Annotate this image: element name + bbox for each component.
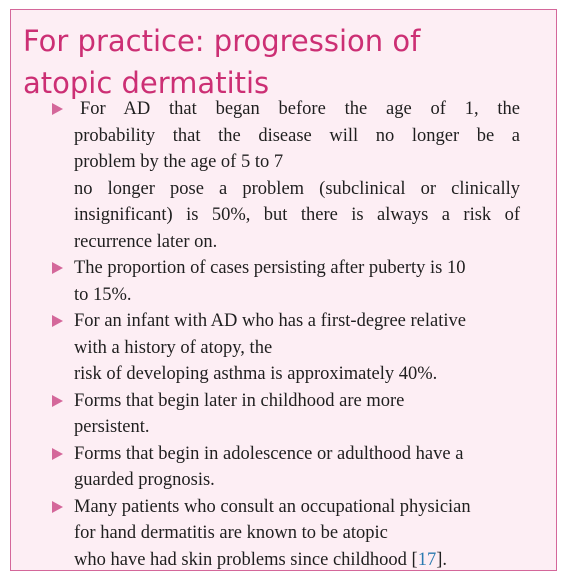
item-line: problem by the age of 5 to 7 xyxy=(74,152,284,172)
item-line: recurrence later on. xyxy=(74,231,218,252)
triangle-bullet-icon xyxy=(52,262,63,274)
item-line: Forms that begin in adolescence or adulthood have a xyxy=(74,443,464,464)
item-line: no longer pose a problem (subclinical or clinically xyxy=(74,178,520,199)
triangle-bullet-icon xyxy=(52,448,63,460)
item-line: For AD that began before the age of 1, the xyxy=(80,99,520,119)
title-line-1: For practice: progression of xyxy=(23,24,421,58)
item-line: The proportion of cases persisting after puberty is 10 xyxy=(74,258,466,278)
triangle-bullet-icon xyxy=(52,395,63,407)
list-item-asthma-risk xyxy=(52,308,520,388)
item-line: Many patients who consult an occupational physician xyxy=(74,496,471,517)
reference-link[interactable]: 17 xyxy=(417,549,437,570)
list-item-later-childhood xyxy=(52,388,520,441)
item-line: Forms that begin later in childhood are more xyxy=(74,390,405,411)
item-line: with a history of atopy, the xyxy=(74,337,273,358)
item-line: risk of developing asthma is approximately 40%. xyxy=(74,364,438,384)
item-line: guarded prognosis. xyxy=(74,470,215,490)
item-line: For an infant with AD who has a first-degree relative xyxy=(74,311,466,331)
item-line: to 15%. xyxy=(74,284,132,305)
item-line-with-reference xyxy=(74,547,520,574)
list-item-age-1-probability xyxy=(52,96,520,255)
item-line: probability that the disease will no longer be a xyxy=(74,125,520,146)
list-item-puberty-persistence xyxy=(52,255,520,308)
box-title xyxy=(23,20,543,104)
practice-list xyxy=(52,96,520,573)
item-line-tail: ]. xyxy=(436,549,448,570)
item-line: insignificant) is 50%, but there is always a risk of xyxy=(74,205,520,225)
title-line-2: atopic dermatitis xyxy=(23,66,270,100)
triangle-bullet-icon xyxy=(52,315,63,327)
item-line: persistent. xyxy=(74,417,150,437)
list-item-occupational-physician xyxy=(52,494,520,574)
list-item-adolescence-adulthood xyxy=(52,441,520,494)
item-line: for hand dermatitis are known to be atopic xyxy=(74,523,388,543)
item-line-text: who have had skin problems since childhood [ xyxy=(74,549,418,570)
triangle-bullet-icon xyxy=(52,103,63,115)
triangle-bullet-icon xyxy=(52,501,63,513)
